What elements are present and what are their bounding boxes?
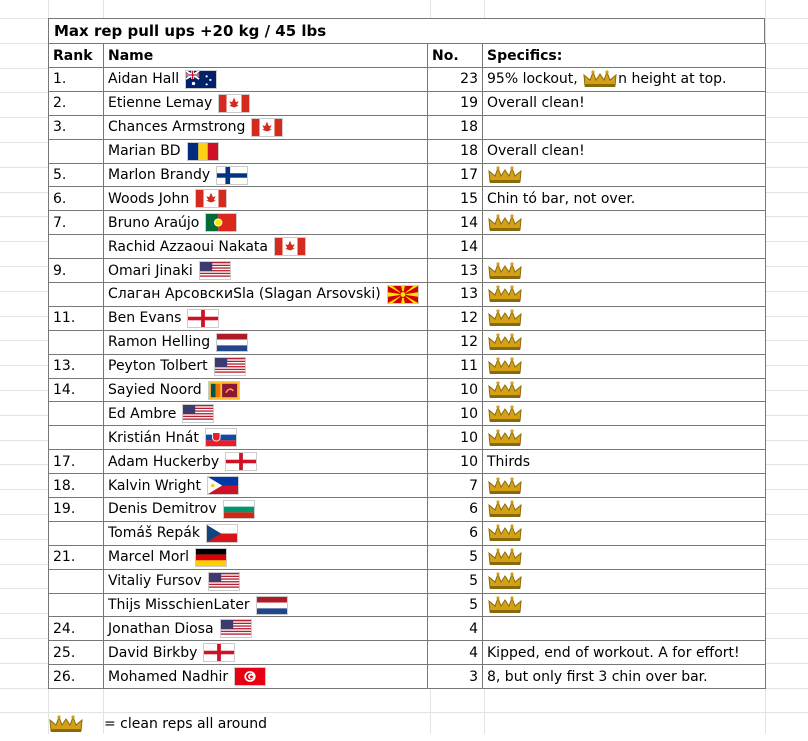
rank-text: 17. — [53, 453, 76, 470]
table-row — [49, 474, 766, 498]
athlete-name: Marcel Morl — [108, 549, 190, 566]
specifics-cell[interactable] — [483, 187, 766, 211]
specifics-text: 8, but only first 3 chin over bar. — [487, 668, 708, 685]
name-cell[interactable] — [104, 115, 428, 139]
reps-value: 12 — [460, 334, 478, 351]
reps-value: 14 — [460, 238, 478, 255]
name-cell[interactable] — [104, 68, 428, 92]
specifics-cell[interactable] — [483, 426, 766, 450]
reps-value: 10 — [460, 453, 478, 470]
reps-cell[interactable] — [428, 498, 483, 522]
reps-cell[interactable] — [428, 91, 483, 115]
specifics-cell[interactable] — [483, 330, 766, 354]
rank-cell[interactable] — [49, 187, 104, 211]
table-row — [49, 521, 766, 545]
reps-value: 15 — [460, 190, 478, 207]
athlete-name: Ramon Helling — [108, 334, 211, 351]
athlete-name: Vitaliy Fursov — [108, 573, 202, 590]
specifics-text: Thirds — [487, 453, 531, 470]
rank-cell[interactable] — [49, 402, 104, 426]
romania-flag — [187, 142, 219, 161]
reps-value: 13 — [460, 286, 478, 303]
crown-icon — [487, 308, 523, 328]
canada-flag — [251, 118, 283, 137]
athlete-name: Ed Ambre — [108, 405, 177, 422]
germany-flag — [195, 548, 227, 567]
specifics-header[interactable]: Specifics: — [483, 44, 766, 68]
reps-value: 10 — [460, 429, 478, 446]
netherlands-flag — [216, 333, 248, 352]
canada-flag — [218, 94, 250, 113]
athlete-name: Thijs MisschienLater — [108, 597, 250, 614]
reps-value: 7 — [469, 477, 478, 494]
athlete-name: Marlon Brandy — [108, 167, 211, 183]
legend-text: = clean reps all around — [104, 716, 268, 732]
rank-cell[interactable] — [49, 593, 104, 617]
rank-header[interactable]: Rank — [49, 44, 104, 68]
specifics-cell[interactable] — [483, 235, 766, 259]
rank-cell[interactable] — [49, 211, 104, 235]
rank-cell[interactable] — [49, 354, 104, 378]
crown-icon — [487, 332, 523, 352]
reps-value: 5 — [469, 549, 478, 566]
table-row — [49, 235, 766, 259]
rank-cell[interactable] — [49, 521, 104, 545]
england-flag — [225, 452, 257, 471]
table-row — [49, 115, 766, 139]
table-row — [49, 259, 766, 283]
table-row — [49, 498, 766, 522]
crown-icon — [487, 476, 523, 496]
athlete-name: Jonathan Diosa — [108, 620, 214, 637]
name-cell[interactable] — [104, 378, 428, 402]
specifics-cell[interactable] — [483, 569, 766, 593]
specifics-text: Kipped, end of workout. A for effort! — [487, 644, 740, 661]
crown-icon — [487, 595, 523, 615]
table-row — [49, 68, 766, 92]
athlete-name: Aidan Hall — [108, 71, 180, 88]
name-cell[interactable] — [104, 259, 428, 283]
australia-flag — [185, 70, 217, 89]
name-cell[interactable] — [104, 426, 428, 450]
athlete-name: Kristián Hnát — [108, 429, 199, 446]
table-row — [49, 283, 766, 307]
usa-flag — [214, 357, 246, 376]
name-cell[interactable] — [104, 402, 428, 426]
reps-value: 17 — [460, 167, 478, 183]
athlete-name: Peyton Tolbert — [108, 358, 208, 375]
canada-flag — [195, 189, 227, 208]
reps-value: 4 — [469, 644, 478, 661]
rank-cell[interactable] — [49, 665, 104, 689]
reps-value: 18 — [460, 119, 478, 136]
reps-cell[interactable] — [428, 426, 483, 450]
name-cell[interactable] — [104, 569, 428, 593]
table-row — [49, 641, 766, 665]
specifics-cell[interactable] — [483, 68, 766, 92]
specifics-text: Chin tó bar, not over. — [487, 190, 636, 207]
name-cell[interactable] — [104, 521, 428, 545]
rank-text: 19. — [53, 501, 76, 518]
name-cell[interactable] — [104, 593, 428, 617]
athlete-name: Marian BD — [108, 143, 181, 160]
athlete-name: David Birkby — [108, 644, 198, 661]
name-cell[interactable] — [104, 450, 428, 474]
reps-cell[interactable] — [428, 68, 483, 92]
rank-text: 2. — [53, 95, 67, 112]
reps-cell[interactable] — [428, 211, 483, 235]
crown-icon — [487, 213, 523, 233]
crown-icon — [487, 165, 523, 185]
reps-value: 10 — [460, 405, 478, 422]
rank-text: 6. — [53, 190, 67, 207]
athlete-name: Rachid Azzaoui Nakata — [108, 238, 268, 255]
slovakia-flag — [205, 428, 237, 447]
rank-cell[interactable] — [49, 330, 104, 354]
name-cell[interactable] — [104, 665, 428, 689]
rank-cell[interactable] — [49, 545, 104, 569]
crown-icon — [487, 499, 523, 519]
name-cell[interactable] — [104, 617, 428, 641]
crown-icon — [487, 428, 523, 448]
crown-icon — [487, 523, 523, 543]
england-flag — [203, 643, 235, 662]
rank-cell[interactable] — [49, 569, 104, 593]
reps-value: 13 — [460, 262, 478, 279]
reps-value: 6 — [469, 501, 478, 518]
table-row — [49, 187, 766, 211]
reps-value: 5 — [469, 573, 478, 590]
crown-icon — [487, 261, 523, 281]
crown-icon — [487, 547, 523, 567]
specifics-cell[interactable] — [483, 259, 766, 283]
reps-cell[interactable] — [428, 139, 483, 163]
athlete-name: Tomáš Repák — [108, 525, 200, 542]
table-row — [49, 91, 766, 115]
name-cell[interactable] — [104, 283, 428, 307]
name-cell[interactable] — [104, 187, 428, 211]
table-row — [49, 402, 766, 426]
sheet-title[interactable]: Max rep pull ups +20 kg / 45 lbs — [48, 18, 765, 43]
reps-cell[interactable] — [428, 306, 483, 330]
rank-cell[interactable] — [49, 378, 104, 402]
crown-icon — [487, 380, 523, 400]
rank-text: 9. — [53, 262, 67, 279]
rank-cell[interactable] — [49, 450, 104, 474]
macedonia-flag — [387, 285, 419, 304]
reps-value: 3 — [469, 668, 478, 685]
reps-value: 23 — [460, 71, 478, 88]
name-header[interactable]: Name — [104, 44, 428, 68]
reps-cell[interactable] — [428, 450, 483, 474]
crown-icon — [48, 714, 84, 734]
rank-cell[interactable] — [49, 474, 104, 498]
reps-cell[interactable] — [428, 235, 483, 259]
specifics-cell[interactable] — [483, 378, 766, 402]
specifics-cell[interactable] — [483, 306, 766, 330]
sri-lanka-flag — [208, 381, 240, 400]
rank-cell[interactable] — [49, 259, 104, 283]
crown-icon — [487, 571, 523, 591]
athlete-name: Adam Huckerby — [108, 453, 220, 470]
portugal-flag — [205, 213, 237, 232]
table-row — [49, 306, 766, 330]
specifics-cell[interactable] — [483, 450, 766, 474]
rank-text: 26. — [53, 668, 76, 685]
name-cell[interactable] — [104, 91, 428, 115]
reps-cell[interactable] — [428, 115, 483, 139]
name-cell[interactable] — [104, 139, 428, 163]
reps-cell[interactable] — [428, 474, 483, 498]
reps-cell[interactable] — [428, 354, 483, 378]
rank-text: 5. — [53, 167, 67, 183]
name-cell[interactable] — [104, 498, 428, 522]
table-row — [49, 545, 766, 569]
crown-icon — [582, 69, 618, 89]
rank-cell[interactable] — [49, 139, 104, 163]
specifics-cell[interactable] — [483, 665, 766, 689]
athlete-name: Denis Demitrov — [108, 501, 217, 518]
specifics-text: 95% lockout, — [487, 71, 583, 88]
specifics-cell[interactable] — [483, 498, 766, 522]
reps-value: 5 — [469, 597, 478, 614]
reps-cell[interactable] — [428, 378, 483, 402]
no-header[interactable]: No. — [428, 44, 483, 68]
reps-cell[interactable] — [428, 521, 483, 545]
name-cell[interactable] — [104, 545, 428, 569]
reps-cell[interactable] — [428, 593, 483, 617]
athlete-name: Ben Evans — [108, 310, 182, 327]
athlete-name: Woods John — [108, 190, 190, 207]
athlete-name: Chances Armstrong — [108, 119, 246, 136]
reps-cell[interactable] — [428, 641, 483, 665]
specifics-cell[interactable] — [483, 115, 766, 139]
specifics-cell[interactable] — [483, 474, 766, 498]
specifics-cell[interactable] — [483, 91, 766, 115]
name-cell[interactable] — [104, 354, 428, 378]
rank-text: 13. — [53, 358, 76, 375]
rank-text: 21. — [53, 549, 76, 566]
rank-cell[interactable] — [49, 235, 104, 259]
finland-flag — [216, 166, 248, 185]
rank-text: 24. — [53, 620, 76, 637]
name-cell[interactable] — [104, 474, 428, 498]
reps-cell[interactable] — [428, 402, 483, 426]
reps-cell[interactable] — [428, 259, 483, 283]
usa-flag — [220, 619, 252, 638]
table-row — [49, 426, 766, 450]
table-row — [49, 569, 766, 593]
rank-cell[interactable] — [49, 115, 104, 139]
table-row — [49, 211, 766, 235]
name-cell[interactable] — [104, 235, 428, 259]
specifics-cell[interactable] — [483, 211, 766, 235]
specifics-cell[interactable] — [483, 521, 766, 545]
table-row — [49, 330, 766, 354]
reps-cell[interactable] — [428, 283, 483, 307]
table-row — [49, 163, 766, 187]
rank-text: 25. — [53, 644, 76, 661]
england-flag — [187, 309, 219, 328]
reps-value: 10 — [460, 382, 478, 399]
reps-cell[interactable] — [428, 545, 483, 569]
usa-flag — [182, 404, 214, 423]
specifics-cell[interactable] — [483, 402, 766, 426]
tunisia-flag — [234, 667, 266, 686]
athlete-name: Bruno Araújo — [108, 214, 200, 231]
rank-text: 18. — [53, 477, 76, 494]
rank-cell[interactable] — [49, 68, 104, 92]
table-row — [49, 665, 766, 689]
name-cell[interactable] — [104, 163, 428, 187]
legend — [48, 714, 267, 734]
reps-value: 19 — [460, 95, 478, 112]
name-cell[interactable] — [104, 330, 428, 354]
rank-text: 11. — [53, 310, 76, 327]
specifics-cell[interactable] — [483, 641, 766, 665]
table-row — [49, 617, 766, 641]
athlete-name: Слаган АрсовскиSla (Slagan Arsovski) — [108, 286, 381, 303]
table-row — [49, 450, 766, 474]
table-row — [49, 593, 766, 617]
usa-flag — [199, 261, 231, 280]
specifics-text: Overall clean! — [487, 95, 585, 112]
specifics-cell[interactable] — [483, 139, 766, 163]
name-cell[interactable] — [104, 211, 428, 235]
name-cell[interactable] — [104, 306, 428, 330]
reps-cell[interactable] — [428, 569, 483, 593]
rank-text: 7. — [53, 214, 67, 231]
table-row — [49, 378, 766, 402]
crown-icon — [487, 284, 523, 304]
crown-icon — [487, 404, 523, 424]
rank-text: 14. — [53, 382, 76, 399]
specifics-cell[interactable] — [483, 617, 766, 641]
reps-value: 11 — [460, 358, 478, 375]
reps-value: 6 — [469, 525, 478, 542]
philippines-flag — [207, 476, 239, 495]
reps-cell[interactable] — [428, 665, 483, 689]
table-row — [49, 139, 766, 163]
specifics-cell[interactable] — [483, 163, 766, 187]
athlete-name: Sayied Noord — [108, 382, 202, 399]
bulgaria-flag — [223, 500, 255, 519]
rank-cell[interactable] — [49, 641, 104, 665]
specifics-cell[interactable] — [483, 283, 766, 307]
rank-cell[interactable] — [49, 617, 104, 641]
usa-flag — [208, 572, 240, 591]
czech-flag — [206, 524, 238, 543]
table-row — [49, 354, 766, 378]
header-row — [49, 44, 766, 68]
canada-flag — [274, 237, 306, 256]
name-cell[interactable] — [104, 641, 428, 665]
crown-icon — [487, 356, 523, 376]
athlete-name: Omari Jinaki — [108, 262, 193, 279]
specifics-cell[interactable] — [483, 545, 766, 569]
reps-cell[interactable] — [428, 330, 483, 354]
athlete-name: Etienne Lemay — [108, 95, 213, 112]
rank-cell[interactable] — [49, 306, 104, 330]
rank-text: 3. — [53, 119, 67, 136]
reps-cell[interactable] — [428, 187, 483, 211]
leaderboard-table — [48, 43, 766, 689]
rank-text: 1. — [53, 71, 67, 88]
reps-value: 14 — [460, 214, 478, 231]
specifics-cell[interactable] — [483, 593, 766, 617]
rank-cell[interactable] — [49, 91, 104, 115]
specifics-text-post: n height at top. — [618, 71, 727, 88]
reps-cell[interactable] — [428, 617, 483, 641]
netherlands-flag — [256, 596, 288, 615]
athlete-name: Kalvin Wright — [108, 477, 202, 494]
specifics-cell[interactable] — [483, 354, 766, 378]
reps-value: 18 — [460, 143, 478, 160]
athlete-name: Mohamed Nadhir — [108, 668, 229, 685]
reps-cell[interactable] — [428, 163, 483, 187]
rank-cell[interactable] — [49, 283, 104, 307]
rank-cell[interactable] — [49, 426, 104, 450]
specifics-text: Overall clean! — [487, 143, 585, 160]
reps-value: 12 — [460, 310, 478, 327]
rank-cell[interactable] — [49, 498, 104, 522]
reps-value: 4 — [469, 620, 478, 637]
rank-cell[interactable] — [49, 163, 104, 187]
